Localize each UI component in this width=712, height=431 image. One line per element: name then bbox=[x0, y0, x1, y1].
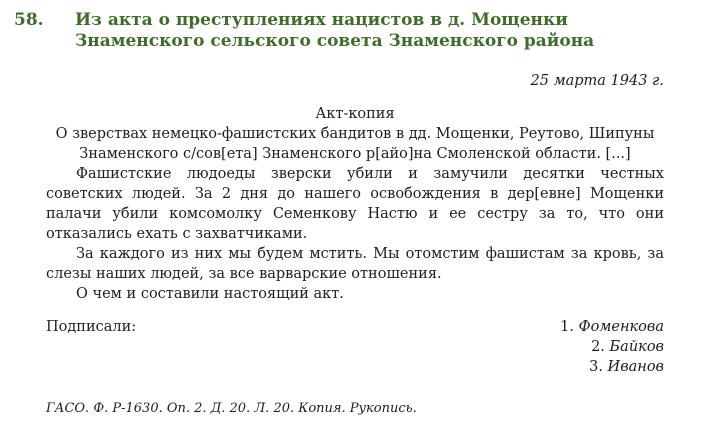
document-body bbox=[46, 104, 664, 304]
document-date: 25 марта 1943 г. bbox=[530, 73, 664, 89]
body-paragraph: За каждого из них мы будем мстить. Мы отомстим фашистам за кровь, за слезы наших людей, за все варварские отношения. bbox=[46, 246, 664, 282]
archival-source-note: ГАСО. Ф. Р-1630. Оп. 2. Д. 20. Л. 20. Копия. Рукопись. bbox=[46, 401, 417, 416]
signer-index: 3. bbox=[589, 359, 603, 375]
document-subject-line: Знаменского с/сов[ета] Знаменского р[айо]на Смоленской области. [...] bbox=[79, 146, 631, 162]
signer-entry bbox=[560, 317, 664, 337]
document-title-line: Знаменского сельского совета Знаменского района bbox=[75, 31, 595, 51]
signer-name: Фоменкова bbox=[578, 319, 664, 335]
document-subject-line: О зверствах немецко-фашистских бандитов в дд. Мощенки, Реутово, Шипуны bbox=[55, 126, 655, 142]
signer-entry bbox=[560, 357, 664, 377]
signer-entry bbox=[560, 337, 664, 357]
signer-index: 1. bbox=[560, 319, 574, 335]
body-paragraph: О чем и составили настоящий акт. bbox=[76, 286, 344, 302]
signatures-list bbox=[560, 317, 664, 377]
signer-index: 2. bbox=[591, 339, 605, 355]
document-subject bbox=[46, 124, 664, 164]
document-number: 58. bbox=[14, 10, 44, 30]
signer-name: Иванов bbox=[607, 359, 664, 375]
body-paragraph: Фашистские людоеды зверски убили и замучили десятки честных советских людей. За 2 дня до нашего освобождения в дер[евне] Мощенки палачи убили комсомолку Семенкову Настю и ее сестру за то, что они отказались ехать с захватчиками. bbox=[46, 166, 664, 242]
document-title-line: Из акта о преступлениях нацистов в д. Мощенки bbox=[75, 10, 568, 30]
document-title bbox=[75, 10, 685, 52]
signatures-label: Подписали: bbox=[46, 319, 137, 335]
signer-name: Байков bbox=[609, 339, 664, 355]
document-kind: Акт-копия bbox=[315, 106, 395, 122]
